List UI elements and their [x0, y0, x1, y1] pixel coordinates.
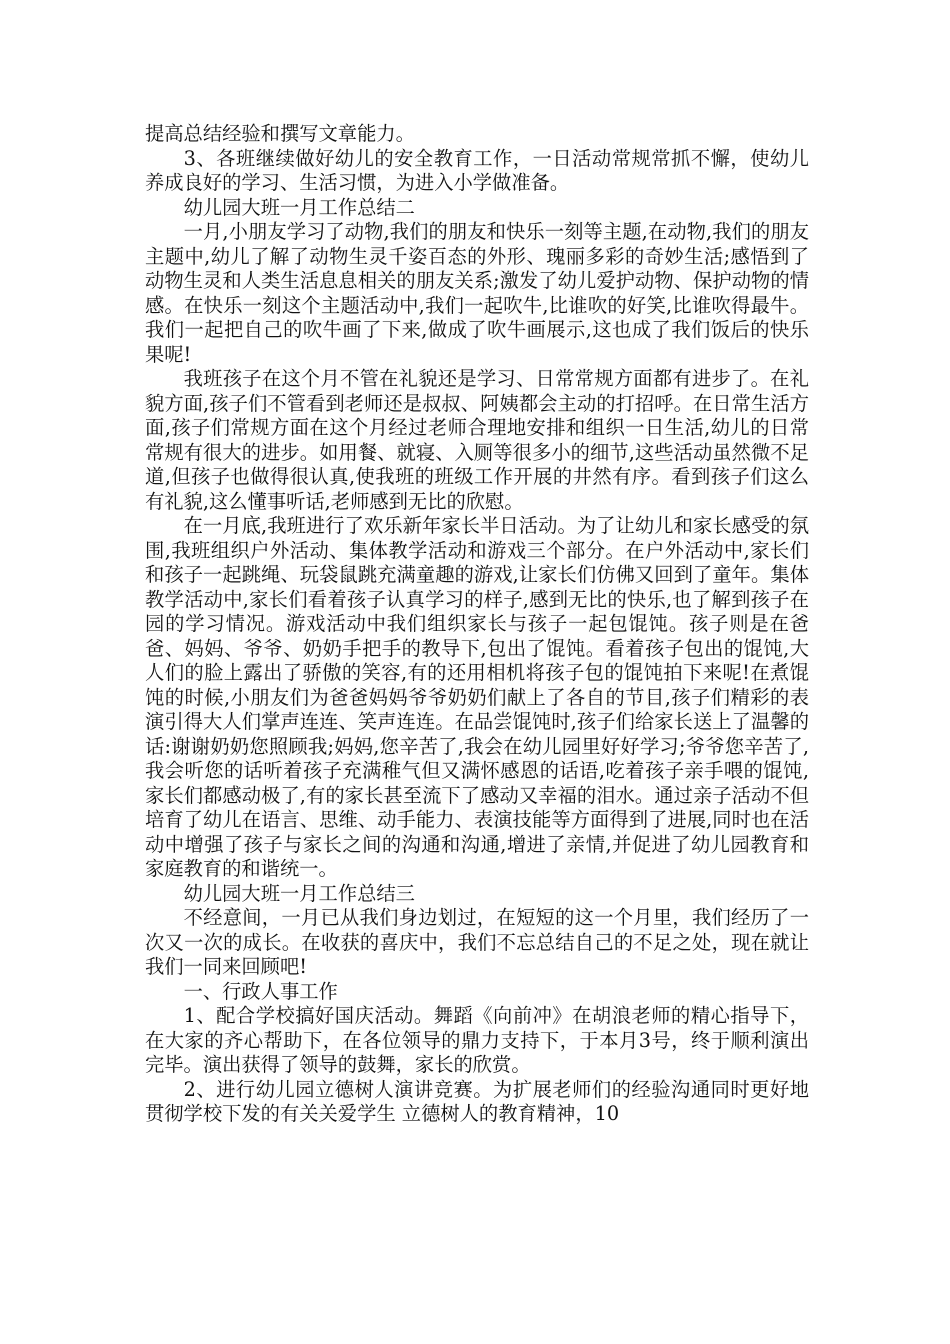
paragraph-4: 我班孩子在这个月不管在礼貌还是学习、日常常规方面都有进步了。在礼貌方面,孩子们不管看到老师还是叔叔、阿姨都会主动的打招呼。在日常生活方面,孩子们常规方面在这个月经过老师合理地安排和组织一日生活,幼儿的日常常规有很大的进步。如用餐、就寝、入厕等很多小的细节,这些活动虽然微不足道,但孩子也做得很认真,使我班的班级工作开展的井然有序。看到孩子们这么有礼貌,这么懂事听话,老师感到无比的欣慰。: [145, 367, 809, 513]
paragraph-2: 3、各班继续做好幼儿的安全教育工作，一日活动常规常抓不懈，使幼儿养成良好的学习、生活习惯，为进入小学做准备。: [145, 146, 809, 194]
section-heading-3: 幼儿园大班一月工作总结三: [183, 881, 415, 905]
document-page: [145, 122, 809, 1127]
paragraph-6: 不经意间，一月已从我们身边划过，在短短的这一个月里，我们经历了一次又一次的成长。在收获的喜庆中，我们不忘总结自己的不足之处，现在就让我们一同来回顾吧!: [145, 906, 809, 978]
paragraph-8: 2、进行幼儿园立德树人演讲竞赛。为扩展老师们的经验沟通同时更好地贯彻学校下发的有关关爱学生 立德树人的教育精神，10: [145, 1077, 809, 1125]
paragraph-3: 一月,小朋友学习了动物,我们的朋友和快乐一刻等主题,在动物,我们的朋友主题中,幼儿了解了动物生灵千姿百态的外形、瑰丽多彩的奇妙生活;感悟到了动物生灵和人类生活息息相关的朋友关系;激发了幼儿爱护动物、保护动物的情感。在快乐一刻这个主题活动中,我们一起吹牛,比谁吹的好笑,比谁吹得最牛。我们一起把自己的吹牛画了下来,做成了吹牛画展示,这也成了我们饭后的快乐果呢!: [145, 220, 809, 366]
section-heading-2: 幼儿园大班一月工作总结二: [183, 195, 415, 219]
paragraph-1: 提高总结经验和撰写文章能力。: [145, 122, 415, 145]
paragraph-5: 在一月底,我班进行了欢乐新年家长半日活动。为了让幼儿和家长感受的氛围,我班组织户外活动、集体教学活动和游戏三个部分。在户外活动中,家长们和孩子一起跳绳、玩袋鼠跳充满童趣的游戏,让家长们仿佛又回到了童年。集体教学活动中,家长们看着孩子认真学习的样子,感到无比的快乐,也了解到孩子在园的学习情况。游戏活动中我们组织家长与孩子一起包馄饨。孩子则是在爸爸、妈妈、爷爷、奶奶手把手的教导下,包出了馄饨。看着孩子包出的馄饨,大人们的脸上露出了骄傲的笑容,有的还用相机将孩子包的馄饨拍下来呢!在煮馄饨的时候,小朋友们为爸爸妈妈爷爷奶奶们献上了各自的节目,孩子们精彩的表演引得大人们掌声连连、笑声连连。在品尝馄饨时,孩子们给家长送上了温馨的话:谢谢奶奶您照顾我;妈妈,您辛苦了,我会在幼儿园里好好学习;爷爷您辛苦了,我会听您的话听着孩子充满稚气但又满怀感恩的话语,吃着孩子亲手喂的馄饨,家长们都感动极了,有的家长甚至流下了感动又幸福的泪水。通过亲子活动不但培育了幼儿在语言、思维、动手能力、表演技能等方面得到了进展,同时也在活动中增强了孩子与家长之间的沟通和沟通,增进了亲情,并促进了幼儿园教育和家庭教育的和谐统一。: [145, 514, 809, 880]
paragraph-7: 1、配合学校搞好国庆活动。舞蹈《向前冲》在胡浪老师的精心指导下，在大家的齐心帮助下，在各位领导的鼎力支持下，于本月3号，终于顺利演出完毕。演出获得了领导的鼓舞，家长的欣赏。: [145, 1004, 809, 1076]
subsection-heading-1: 一、行政人事工作: [183, 979, 338, 1003]
